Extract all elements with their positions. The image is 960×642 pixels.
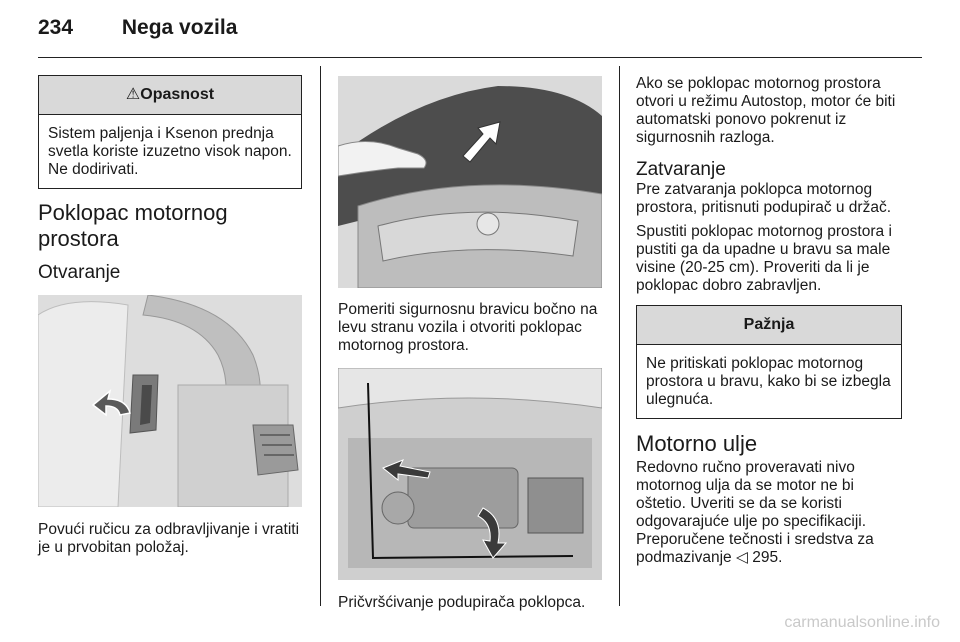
page-title: Nega vozila	[121, 16, 238, 39]
subheading-opening: Otvaranje	[38, 262, 121, 283]
notice-title: Pažnja	[637, 306, 901, 345]
paragraph-closing-1: Pre zatvaranja poklopca motornog prostora, pritisnuti podupirač u držač.	[636, 181, 892, 216]
caption-release-lever: Povući ručicu za odbravljivanje i vratiti je u prvobitan položaj.	[38, 521, 300, 556]
header-rule	[38, 57, 922, 58]
column-middle	[338, 66, 602, 612]
column-right	[636, 66, 902, 567]
release-lever-drawing	[38, 295, 302, 507]
illustration-release-lever	[38, 295, 302, 507]
section-heading-oil: Motorno ulje	[636, 431, 758, 456]
danger-box-header	[39, 76, 301, 115]
danger-title: Opasnost	[140, 86, 215, 103]
warning-icon: ⚠	[125, 86, 141, 103]
section-heading-hood: Poklopac motornog prostora	[38, 200, 228, 251]
column-left	[38, 66, 302, 557]
subheading-closing: Zatvaranje	[636, 159, 726, 180]
hood-support-drawing	[338, 368, 602, 580]
paragraph-autostop: Ako se poklopac motornog prostora otvori u režimu Autostop, motor će biti automatski ponovo pokrenut iz sigurnosnih razloga.	[636, 75, 896, 146]
page-reference-icon: ◁	[735, 549, 748, 566]
safety-catch-drawing	[338, 76, 602, 288]
column-divider	[320, 66, 321, 606]
paragraph-oil-text: Redovno ručno proveravati nivo motornog ulja da se motor ne bi oštetio. Uveriti se da se koristi odgovarajuće ulje po specifikaciji. Preporučene tečnosti i sredstva za podmazivanje	[636, 459, 874, 566]
page-reference[interactable]: 295.	[752, 549, 783, 566]
notice-text: Ne pritiskati poklopac motornog prostora u bravu, kako bi se izbegla ulegnuća.	[646, 355, 891, 408]
illustration-hood-support	[338, 368, 602, 580]
column-divider	[619, 66, 620, 606]
paragraph-closing-2: Spustiti poklopac motornog prostora i pustiti ga da upadne u bravu sa male visine (20-25 cm). Proveriti da li je poklopac dobro zabravljen.	[636, 223, 892, 294]
illustration-safety-catch	[338, 76, 602, 288]
danger-text: Sistem paljenja i Ksenon prednja svetla koriste izuzetno visok napon. Ne dodirivati.	[48, 125, 292, 178]
paragraph-oil	[636, 459, 902, 567]
page-number: 234	[38, 16, 74, 39]
caption-safety-catch: Pomeriti sigurnosnu bravicu bočno na levu stranu vozila i otvoriti poklopac motornog prostora.	[338, 301, 598, 354]
watermark: carmanualsonline.info	[784, 614, 940, 631]
page-header	[38, 16, 237, 40]
caption-hood-support: Pričvršćivanje podupirača poklopca.	[338, 594, 586, 611]
notice-box	[636, 305, 902, 419]
danger-box	[38, 75, 302, 189]
